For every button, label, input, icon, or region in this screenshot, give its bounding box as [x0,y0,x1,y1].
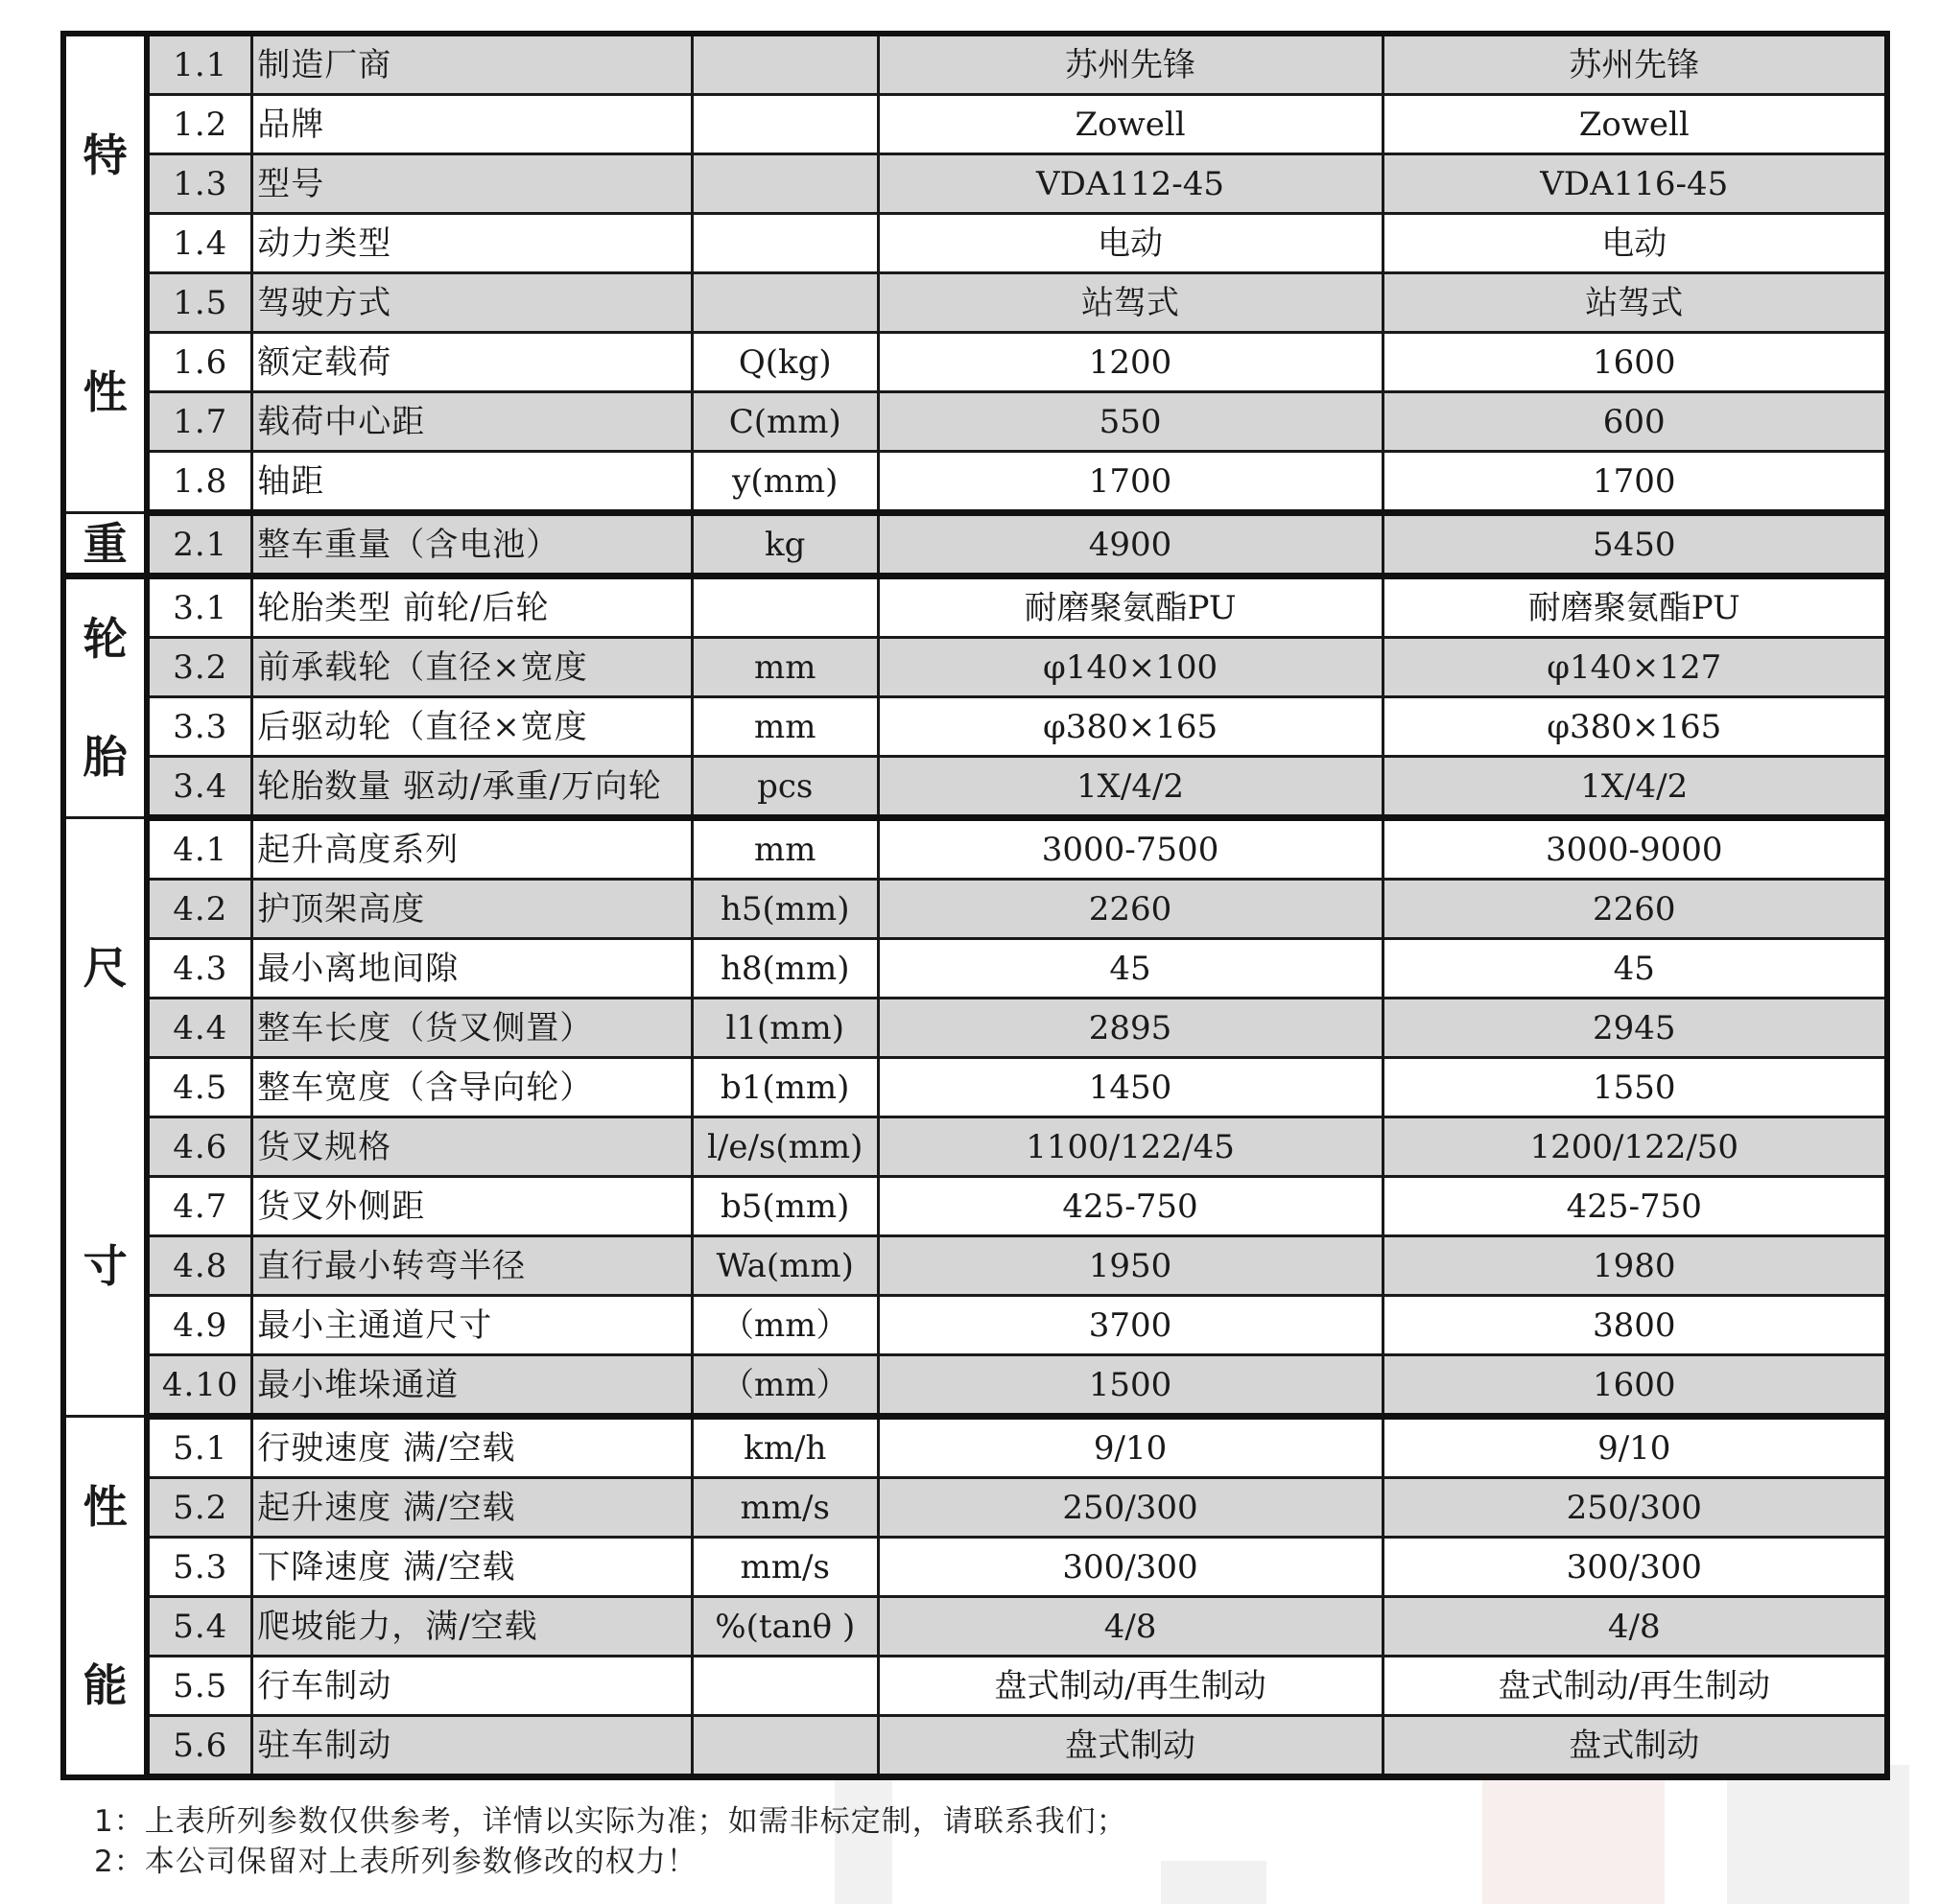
row-number: 3.2 [147,638,251,697]
unit: mm/s [692,1478,878,1538]
unit: h8(mm) [692,939,878,999]
group-label [63,576,147,818]
parameter-name: 货叉规格 [252,1117,693,1177]
value-vda116-45: 盘式制动 [1383,1716,1887,1777]
spec-row [63,95,1887,154]
row-number: 3.3 [147,697,251,757]
row-number: 5.6 [147,1716,251,1777]
unit [692,1657,878,1716]
parameter-name: 动力类型 [252,214,693,273]
row-number: 1.1 [147,34,251,95]
value-vda116-45: 盘式制动/再生制动 [1383,1657,1887,1716]
parameter-name: 整车宽度（含导向轮） [252,1058,693,1117]
row-number: 4.6 [147,1117,251,1177]
unit [692,273,878,333]
row-number: 5.3 [147,1538,251,1597]
parameter-name: 直行最小转弯半径 [252,1236,693,1296]
row-number: 4.3 [147,939,251,999]
spec-row [63,1236,1887,1296]
value-vda112-45: 550 [878,392,1383,452]
value-vda112-45: 苏州先锋 [878,34,1383,95]
parameter-name: 前承载轮（直径×宽度 [252,638,693,697]
spec-row [63,757,1887,818]
value-vda116-45: φ140×127 [1383,638,1887,697]
row-number: 4.8 [147,1236,251,1296]
row-number: 1.3 [147,154,251,214]
parameter-name: 行车制动 [252,1657,693,1716]
unit: mm [692,638,878,697]
value-vda112-45: 2260 [878,880,1383,939]
spec-row [63,1657,1887,1716]
value-vda112-45: 1X/4/2 [878,757,1383,818]
group-label-char: 尺 [83,942,128,995]
row-number: 2.1 [147,513,251,576]
spec-row [63,1117,1887,1177]
unit: mm/s [692,1538,878,1597]
row-number: 4.4 [147,999,251,1058]
unit: km/h [692,1417,878,1478]
spec-row [63,1417,1887,1478]
row-number: 1.5 [147,273,251,333]
unit: mm [692,818,878,880]
value-vda112-45: 盘式制动 [878,1716,1383,1777]
row-number: 1.4 [147,214,251,273]
spec-row [63,214,1887,273]
value-vda116-45: 45 [1383,939,1887,999]
group-label-char: 特 [83,129,128,181]
unit [692,576,878,638]
group-label-char: 轮 [83,612,128,665]
spec-row [63,697,1887,757]
spec-row [63,1355,1887,1417]
value-vda112-45: VDA112-45 [878,154,1383,214]
spec-row [63,1478,1887,1538]
unit [692,214,878,273]
parameter-name: 起升高度系列 [252,818,693,880]
parameter-name: 型号 [252,154,693,214]
parameter-name: 驻车制动 [252,1716,693,1777]
unit: （mm） [692,1296,878,1355]
unit: Wa(mm) [692,1236,878,1296]
parameter-name: 载荷中心距 [252,392,693,452]
row-number: 1.7 [147,392,251,452]
spec-table-body [63,34,1887,1777]
unit: mm [692,697,878,757]
value-vda116-45: 1980 [1383,1236,1887,1296]
value-vda116-45: φ380×165 [1383,697,1887,757]
row-number: 1.2 [147,95,251,154]
value-vda112-45: 3700 [878,1296,1383,1355]
parameter-name: 轴距 [252,452,693,513]
group-label [63,1417,147,1777]
parameter-name: 最小离地间隙 [252,939,693,999]
unit [692,1716,878,1777]
unit [692,95,878,154]
value-vda116-45: 耐磨聚氨酯PU [1383,576,1887,638]
value-vda112-45: 1950 [878,1236,1383,1296]
value-vda116-45: 4/8 [1383,1597,1887,1657]
spec-row [63,513,1887,576]
value-vda116-45: 2945 [1383,999,1887,1058]
background-forklift-graphic [1727,1765,1909,1904]
spec-row [63,1597,1887,1657]
value-vda112-45: 盘式制动/再生制动 [878,1657,1383,1716]
value-vda112-45: 电动 [878,214,1383,273]
row-number: 4.10 [147,1355,251,1417]
value-vda112-45: 4900 [878,513,1383,576]
value-vda116-45: 站驾式 [1383,273,1887,333]
parameter-name: 后驱动轮（直径×宽度 [252,697,693,757]
value-vda116-45: 1600 [1383,1355,1887,1417]
spec-row [63,1058,1887,1117]
parameter-name: 最小主通道尺寸 [252,1296,693,1355]
row-number: 5.5 [147,1657,251,1716]
value-vda112-45: 300/300 [878,1538,1383,1597]
value-vda116-45: 1700 [1383,452,1887,513]
row-number: 4.2 [147,880,251,939]
spec-row [63,1177,1887,1236]
value-vda112-45: 1450 [878,1058,1383,1117]
unit: y(mm) [692,452,878,513]
value-vda112-45: 2895 [878,999,1383,1058]
group-label-char: 重 [83,517,128,570]
spec-row [63,1538,1887,1597]
value-vda112-45: Zowell [878,95,1383,154]
spec-row [63,154,1887,214]
group-label-char: 寸 [83,1239,128,1292]
value-vda112-45: 1200 [878,333,1383,392]
value-vda112-45: 9/10 [878,1417,1383,1478]
parameter-name: 护顶架高度 [252,880,693,939]
value-vda112-45: 45 [878,939,1383,999]
unit: Q(kg) [692,333,878,392]
row-number: 4.1 [147,818,251,880]
row-number: 5.1 [147,1417,251,1478]
spec-row [63,34,1887,95]
parameter-name: 最小堆垛通道 [252,1355,693,1417]
unit: l1(mm) [692,999,878,1058]
value-vda116-45: 600 [1383,392,1887,452]
spec-row [63,638,1887,697]
parameter-name: 整车重量（含电池） [252,513,693,576]
value-vda116-45: 1550 [1383,1058,1887,1117]
unit: （mm） [692,1355,878,1417]
unit: C(mm) [692,392,878,452]
footnotes [94,1801,1127,1882]
row-number: 4.9 [147,1296,251,1355]
value-vda116-45: 苏州先锋 [1383,34,1887,95]
value-vda112-45: 1100/122/45 [878,1117,1383,1177]
parameter-name: 行驶速度 满/空载 [252,1417,693,1478]
unit [692,34,878,95]
unit: kg [692,513,878,576]
value-vda116-45: 1X/4/2 [1383,757,1887,818]
row-number: 3.4 [147,757,251,818]
value-vda112-45: 3000-7500 [878,818,1383,880]
row-number: 1.8 [147,452,251,513]
row-number: 5.2 [147,1478,251,1538]
group-label-char: 性 [83,1480,128,1533]
spec-row [63,452,1887,513]
spec-table [60,31,1890,1780]
spec-row [63,999,1887,1058]
spec-row [63,333,1887,392]
group-label [63,818,147,1417]
unit: %(tanθ ) [692,1597,878,1657]
spec-row [63,818,1887,880]
row-number: 1.6 [147,333,251,392]
spec-row [63,273,1887,333]
value-vda112-45: 站驾式 [878,273,1383,333]
parameter-name: 制造厂商 [252,34,693,95]
value-vda112-45: 250/300 [878,1478,1383,1538]
row-number: 5.4 [147,1597,251,1657]
value-vda116-45: 250/300 [1383,1478,1887,1538]
group-label [63,34,147,513]
value-vda112-45: 4/8 [878,1597,1383,1657]
value-vda116-45: Zowell [1383,95,1887,154]
parameter-name: 轮胎类型 前轮/后轮 [252,576,693,638]
value-vda112-45: 耐磨聚氨酯PU [878,576,1383,638]
parameter-name: 额定载荷 [252,333,693,392]
row-number: 4.7 [147,1177,251,1236]
spec-row [63,576,1887,638]
spec-row [63,1296,1887,1355]
footnote-2: 2：本公司保留对上表所列参数修改的权力！ [94,1845,698,1879]
group-label-char: 胎 [83,731,128,784]
unit: l/e/s(mm) [692,1117,878,1177]
parameter-name: 整车长度（货叉侧置） [252,999,693,1058]
row-number: 3.1 [147,576,251,638]
unit: pcs [692,757,878,818]
value-vda112-45: 1500 [878,1355,1383,1417]
value-vda116-45: 1600 [1383,333,1887,392]
parameter-name: 起升速度 满/空载 [252,1478,693,1538]
background-forklift-graphic [1482,1779,1665,1904]
value-vda116-45: VDA116-45 [1383,154,1887,214]
value-vda116-45: 9/10 [1383,1417,1887,1478]
value-vda116-45: 1200/122/50 [1383,1117,1887,1177]
parameter-name: 货叉外侧距 [252,1177,693,1236]
parameter-name: 轮胎数量 驱动/承重/万向轮 [252,757,693,818]
group-label-char: 性 [83,366,128,419]
spec-row [63,1716,1887,1777]
footnote-1: 1：上表所列参数仅供参考，详情以实际为准；如需非标定制，请联系我们； [94,1804,1127,1839]
value-vda116-45: 2260 [1383,880,1887,939]
unit: b1(mm) [692,1058,878,1117]
value-vda116-45: 电动 [1383,214,1887,273]
value-vda116-45: 425-750 [1383,1177,1887,1236]
unit: b5(mm) [692,1177,878,1236]
value-vda116-45: 300/300 [1383,1538,1887,1597]
value-vda112-45: 1700 [878,452,1383,513]
value-vda112-45: φ140×100 [878,638,1383,697]
unit [692,154,878,214]
background-forklift-graphic [1161,1861,1266,1904]
value-vda116-45: 5450 [1383,513,1887,576]
parameter-name: 驾驶方式 [252,273,693,333]
value-vda112-45: φ380×165 [878,697,1383,757]
group-label [63,513,147,576]
value-vda116-45: 3800 [1383,1296,1887,1355]
spec-row [63,880,1887,939]
unit: h5(mm) [692,880,878,939]
parameter-name: 品牌 [252,95,693,154]
value-vda116-45: 3000-9000 [1383,818,1887,880]
spec-row [63,392,1887,452]
parameter-name: 下降速度 满/空载 [252,1538,693,1597]
spec-row [63,939,1887,999]
value-vda112-45: 425-750 [878,1177,1383,1236]
parameter-name: 爬坡能力，满/空载 [252,1597,693,1657]
group-label-char: 能 [83,1658,128,1711]
row-number: 4.5 [147,1058,251,1117]
